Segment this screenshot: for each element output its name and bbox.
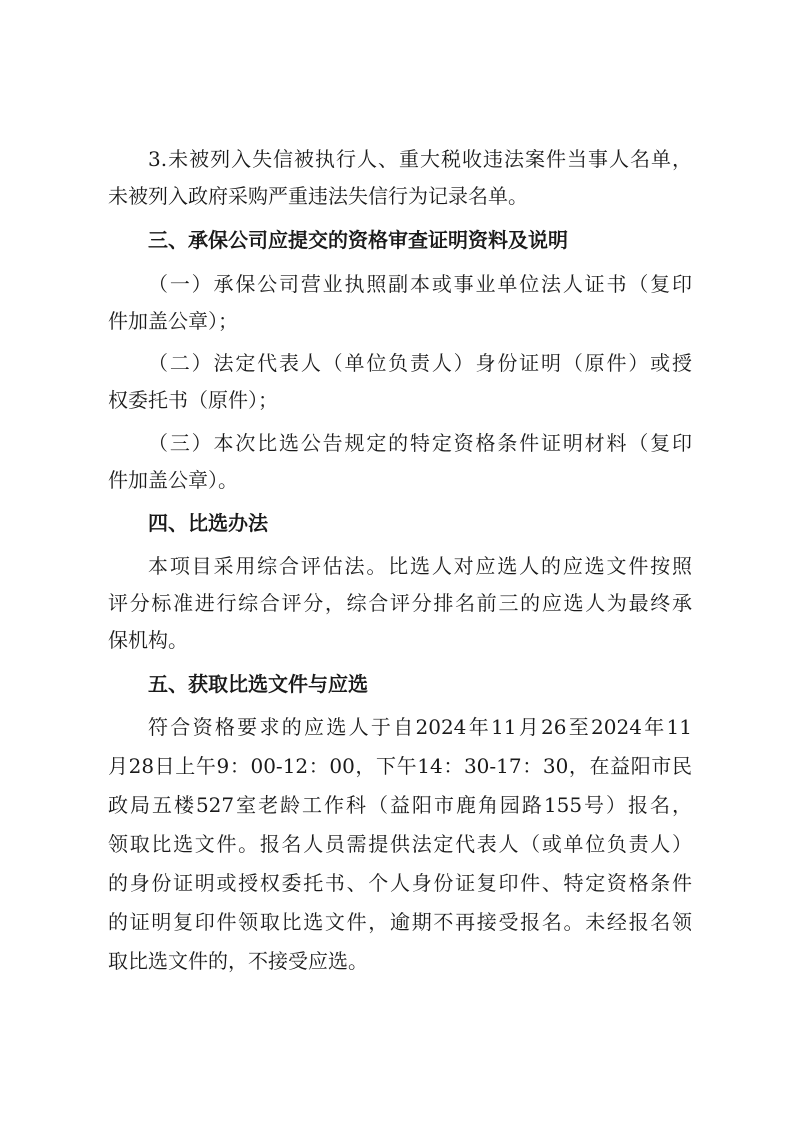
- item-2-line-1: （二）法定代表人（单位负责人）身份证明（原件）或授: [148, 351, 692, 375]
- registration-line-7: 取比选文件的，不接受应选。: [108, 949, 368, 973]
- section-heading-5: 五、获取比选文件与应选: [148, 672, 368, 696]
- method-line-1: 本项目采用综合评估法。比选人对应选人的应选文件按照: [148, 554, 692, 578]
- paragraph-3-line-2: 未被列入政府采购严重违法失信行为记录名单。: [108, 184, 528, 208]
- paragraph-3-line-1: 3.未被列入失信被执行人、重大税收违法案件当事人名单，: [148, 147, 692, 171]
- registration-line-3: 政局五楼527室老龄工作科（益阳市鹿角园路155号）报名，: [108, 793, 692, 817]
- registration-line-1: 符合资格要求的应选人于自2024年11月26至2024年11: [148, 715, 692, 739]
- registration-line-4: 领取比选文件。报名人员需提供法定代表人（或单位负责人）: [108, 832, 692, 856]
- section-heading-3: 三、承保公司应提交的资格审查证明资料及说明: [148, 228, 568, 252]
- registration-line-5: 的身份证明或授权委托书、个人身份证复印件、特定资格条件: [108, 871, 692, 895]
- method-line-2: 评分标准进行综合评分，综合评分排名前三的应选人为最终承: [108, 591, 692, 615]
- registration-line-2: 月28日上午9：00-12：00，下午14：30-17：30，在益阳市民: [108, 754, 692, 778]
- item-3-line-1: （三）本次比选公告规定的特定资格条件证明材料（复印: [148, 431, 692, 455]
- item-3-line-2: 件加盖公章）。: [108, 468, 238, 492]
- section-heading-4: 四、比选办法: [148, 511, 268, 535]
- method-line-3: 保机构。: [108, 628, 188, 652]
- item-2-line-2: 权委托书（原件）；: [108, 388, 278, 412]
- registration-line-6: 的证明复印件领取比选文件，逾期不再接受报名。未经报名领: [108, 910, 692, 934]
- item-1-line-2: 件加盖公章）；: [108, 309, 238, 333]
- item-1-line-1: （一）承保公司营业执照副本或事业单位法人证书（复印: [148, 272, 692, 296]
